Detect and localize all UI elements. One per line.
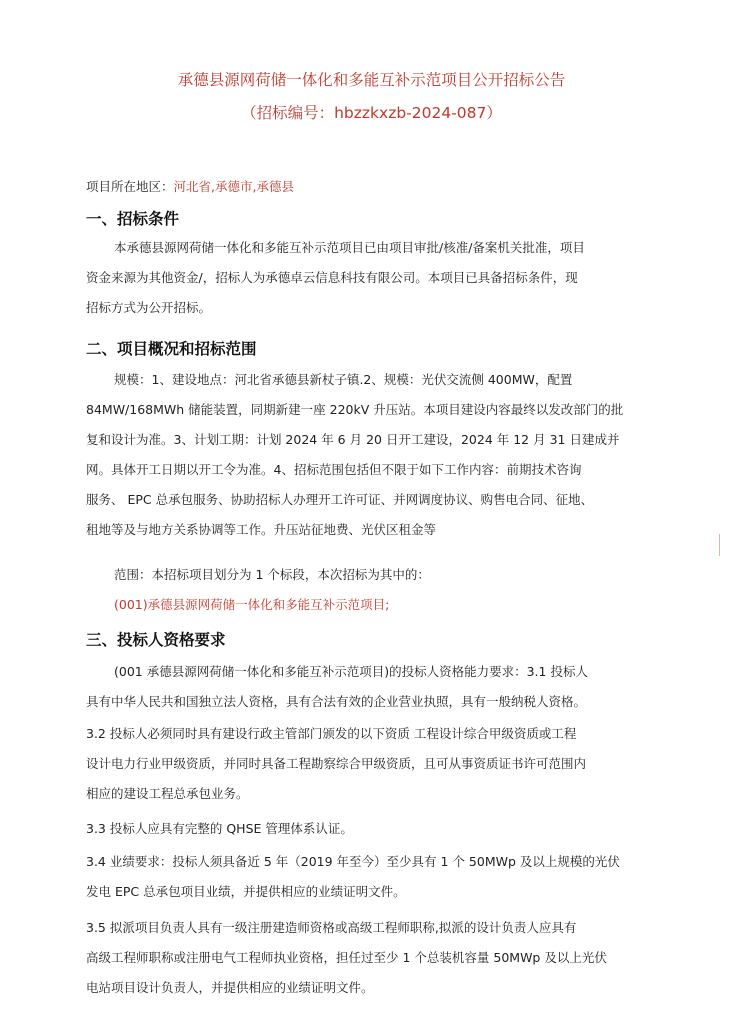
text-line: 电站项目设计负责人，并提供相应的业绩证明文件。: [86, 980, 374, 995]
text-line: 范围：本招标项目划分为 1 个标段，本次招标为其中的：: [114, 567, 430, 582]
text-line: 3.3 投标人应具有完整的 QHSE 管理体系认证。: [86, 821, 353, 836]
text-line: 设计电力行业甲级资质，并同时具备工程勘察综合甲级资质，且可从事资质证书许可范围内: [86, 756, 587, 771]
location-value: 河北省,承德市,承德县: [173, 179, 294, 194]
text-line: (001 承德县源网荷储一体化和多能互补示范项目)的投标人资格能力要求：3.1 投标人: [114, 664, 588, 679]
text-line: 具有中华人民共和国独立法人资格，具有合法有效的企业营业执照，具有一般纳税人资格。: [86, 694, 587, 709]
text-line: 租地等及与地方关系协调等工作。升压站征地费、光伏区租金等: [86, 522, 437, 537]
section-3-paragraph-1: [86, 657, 661, 717]
section-3-paragraph-3: [86, 814, 661, 844]
section-heading-3: 三、投标人资格要求: [86, 631, 226, 649]
section-heading-2: 二、项目概况和招标范围: [86, 340, 257, 358]
section-2-scale-paragraph: [86, 365, 661, 545]
text-line: 招标方式为公开招标。: [86, 300, 212, 315]
section-3-paragraph-2: [86, 719, 661, 809]
text-line: 3.4 业绩要求：投标人须具备近 5 年（2019 年至今）至少具有 1 个 50MWp 及以上规模的光伏: [86, 854, 620, 869]
section-heading-1: 一、招标条件: [86, 210, 180, 228]
section-1-paragraph: [86, 233, 661, 323]
text-line: 复和设计为准。3、计划工期：计划 2024 年 6 月 20 日开工建设，2024 年 12 月 31 日建成并: [86, 432, 620, 447]
tender-code: （招标编号：hbzzkxzb-2024-087）: [241, 104, 502, 122]
text-line: 相应的建设工程总承包业务。: [86, 786, 249, 801]
text-line: 3.5 拟派项目负责人具有一级注册建造师资格或高级工程师职称,拟派的设计负责人应具有: [86, 920, 577, 935]
text-line: 本承德县源网荷储一体化和多能互补示范项目已由项目审批/核准/备案机关批准，项目: [114, 240, 585, 255]
text-line: 3.2 投标人必须同时具有建设行政主管部门颁发的以下资质 工程设计综合甲级资质或工程: [86, 726, 577, 741]
text-line: 规模：1、建设地点：河北省承德县新杖子镇.2、规模：光伏交流侧 400MW，配置: [114, 372, 573, 387]
text-line: 高级工程师职称或注册电气工程师执业资格，担任过至少 1 个总装机容量 50MWp 及以上光伏: [86, 950, 607, 965]
project-location: [86, 177, 294, 195]
text-line: 84MW/168MWh 储能装置，同期新建一座 220kV 升压站。本项目建设内容最终以发改部门的批: [86, 402, 624, 417]
margin-mark: [719, 534, 720, 556]
text-line: 服务、 EPC 总承包服务、协助招标人办理开工许可证、并网调度协议、购售电合同、征地、: [86, 492, 594, 507]
section-3-paragraph-4: [86, 847, 661, 907]
location-label: 项目所在地区：: [86, 179, 174, 194]
section-3-paragraph-5: [86, 913, 661, 1003]
lot-line: (001)承德县源网荷储一体化和多能互补示范项目;: [114, 597, 390, 612]
section-2-range: [86, 560, 661, 590]
announcement-title: 承德县源网荷储一体化和多能互补示范项目公开招标公告: [177, 71, 566, 89]
text-line: 资金来源为其他资金/，招标人为承德卓云信息科技有限公司。本项目已具备招标条件，现: [86, 270, 578, 285]
text-line: 网。具体开工日期以开工令为准。4、招标范围包括但不限于如下工作内容：前期技术咨询: [86, 462, 582, 477]
text-line: 发电 EPC 总承包项目业绩，并提供相应的业绩证明文件。: [86, 884, 406, 899]
section-2-lot: [86, 590, 661, 620]
